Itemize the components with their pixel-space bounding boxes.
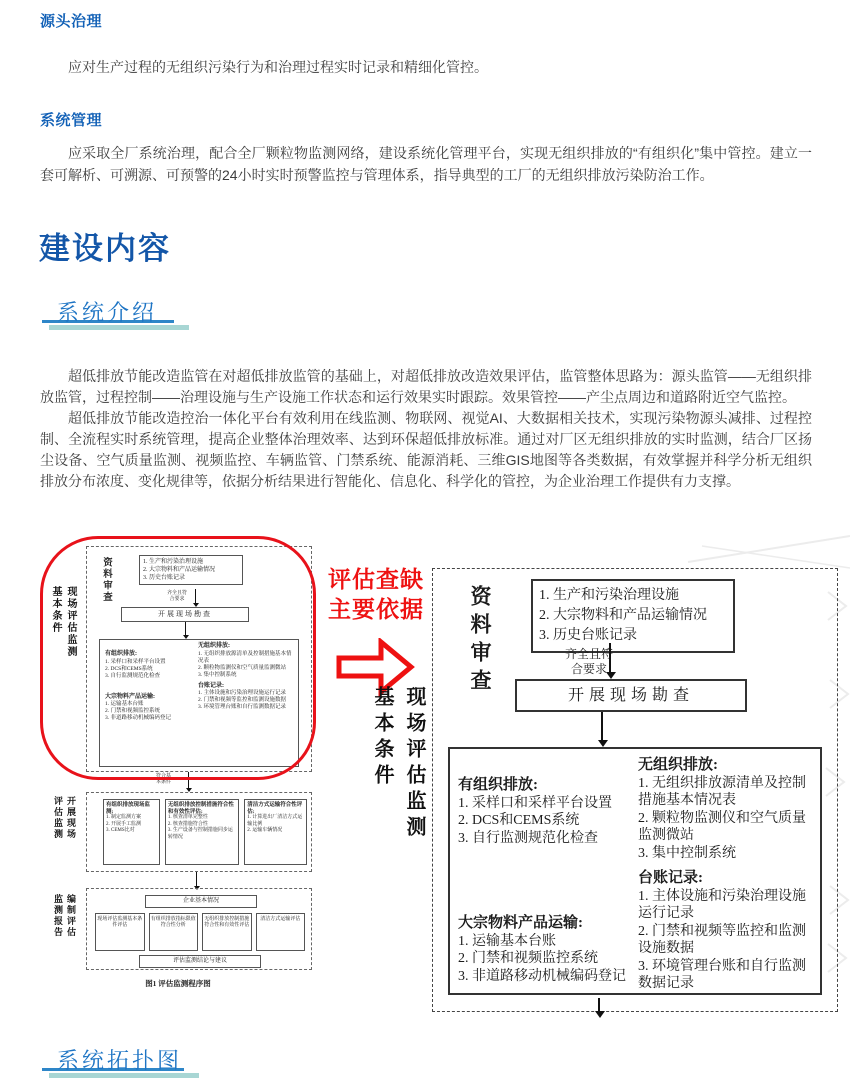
section-title: 系统介绍 xyxy=(57,300,158,325)
right-chart-side-label xyxy=(365,686,429,842)
paragraph-system-management xyxy=(40,142,812,186)
group-title: 有组织排放: xyxy=(458,777,538,793)
paragraph-text: 应采取全厂系统治理，配合全厂颗粒物监测网络，建设系统化管理平台，实现无组织排放的“有组织化”集中管控。建立一套可解析、可溯源、可预警的24小时实时预警监控与管理体系，指导典型的工厂的无组织排放污染防治工作。 xyxy=(40,145,812,183)
doc-item: 2. 大宗物料和产品运输情况 xyxy=(539,608,707,623)
report-cell: 有组织排放指标限值符合性分析 xyxy=(149,913,199,951)
control-measure-box xyxy=(165,799,239,865)
conclusion-box: 评估监测结论与建议 xyxy=(139,955,261,968)
report-cell: 现场评估监测基本条件评估 xyxy=(95,913,145,951)
pass-line: 本条件 xyxy=(156,780,172,785)
stage-b-box xyxy=(86,792,312,872)
clean-transport-box xyxy=(244,799,307,865)
group-title: 台账记录: xyxy=(638,870,703,886)
group-item: 2. 门禁和视频监控系统 xyxy=(105,708,161,714)
section-title: 系统拓扑图 xyxy=(57,1048,183,1073)
paragraph-text: 超低排放节能改造监管在对超低排放监管的基础上，对超低排放改造效果评估，监管整体思路为：源头监管——无组织排放监管，过程控制——治理设施与生产设施工作状态和运行效果实时跟踪。效果管控——产尘点周边和道路附近空气监控。 xyxy=(40,368,812,405)
doc-item: 3. 历史台账记录 xyxy=(539,628,637,643)
group-item: 2. 门禁和视频等监控和监测设施数据 xyxy=(638,923,806,956)
enlarged-stage-a-chart xyxy=(432,568,838,1012)
group-item: 1. 无组织排放源清单及控制措施基本情况表 xyxy=(638,775,806,808)
group-title: 无组织排放: xyxy=(638,757,718,773)
group-item: 3. 自行监测规范化检查 xyxy=(458,830,598,846)
box-item: 2. 核查措施符合性 xyxy=(167,821,208,827)
heading-construction-content: 建设内容 xyxy=(39,231,171,266)
side-label-col: 评估监测 xyxy=(53,796,63,840)
monitor-box xyxy=(103,799,160,865)
heading-source-governance: 源头治理 xyxy=(40,13,103,30)
detail-right-column xyxy=(630,749,820,993)
paragraph-system-intro xyxy=(40,366,812,492)
group-item: 3. 集中控制系统 xyxy=(198,671,237,678)
pass-line: 合要求 xyxy=(570,662,607,676)
group-bulk-transport xyxy=(458,915,630,985)
box-item: 1. 计算进出厂清洁方式运输比例 xyxy=(247,815,303,827)
group-item: 2. 门禁和视频监控系统 xyxy=(458,951,598,966)
detail-left-column xyxy=(450,749,630,993)
box-title: 无组织排放控制措施符合性和有效性评估: xyxy=(167,802,234,815)
stage-c-box xyxy=(86,888,312,970)
group-item: 1. 采样口和采样平台设置 xyxy=(105,658,166,665)
group-organized xyxy=(458,777,630,847)
group-item: 2. 门禁和视频等监控和监测设施数据 xyxy=(198,697,287,703)
side-label-col: 开展现场 xyxy=(66,796,76,840)
box-item: 1. 核查清单完整性 xyxy=(167,815,208,820)
pass-line: 符合基 xyxy=(156,774,172,779)
box-item: 2. 运输车辆情况 xyxy=(247,828,283,833)
box-item: 3. 生产设备与控制措施同步运转情况 xyxy=(167,828,233,840)
group-item: 1. 采样口和采样平台设置 xyxy=(458,795,612,811)
box-item: 2. 开展手工监测 xyxy=(106,821,142,827)
report-cell: 清洁方式运输评估 xyxy=(256,913,306,951)
site-survey-box: 开展现场勘查 xyxy=(121,607,249,622)
site-survey-box: 开展现场勘查 xyxy=(515,679,747,712)
group-title: 大宗物料产品运输: xyxy=(105,693,155,700)
side-label-col: 基本条件 xyxy=(371,686,393,790)
side-label-col: 现场评估监测 xyxy=(65,586,76,658)
group-item: 3. 非道路移动机械编码登记 xyxy=(105,715,172,721)
box-item: 3. CEMS比对 xyxy=(106,828,135,833)
paragraph-source-governance xyxy=(40,56,812,78)
group-item: 2. 颗粒物监测仪和空气质量监测微站 xyxy=(638,810,806,843)
heading-system-management: 系统管理 xyxy=(40,112,103,129)
group-item: 1. 无组织排放源清单及控制措施基本情况表 xyxy=(198,650,292,664)
side-label-col: 基本条件 xyxy=(50,586,61,634)
group-item: 3. 集中控制系统 xyxy=(638,845,736,861)
group-item: 1. 主体设施和污染治理设施运行记录 xyxy=(638,888,806,921)
pass-line: 齐全且符 xyxy=(167,591,188,596)
stage-b-side-label xyxy=(52,796,78,840)
doc-item: 2. 大宗物料和产品运输情况 xyxy=(143,567,216,573)
box-title: 清洁方式运输符合性评估: xyxy=(247,802,303,815)
side-label-col: 监测报告 xyxy=(53,894,63,938)
group-item: 2. 颗粒物监测仪和空气质量监测微站 xyxy=(198,664,287,671)
down-arrow xyxy=(609,643,611,673)
doc-item: 1. 生产和污染治理设施 xyxy=(539,588,679,603)
group-item: 2. DCS和CEMS系统 xyxy=(458,813,580,828)
data-review-label: 资料审查 xyxy=(101,557,111,603)
company-basic-box: 企业基本情况 xyxy=(145,895,257,908)
figure-caption: 图1 评估监测程序图 xyxy=(145,979,211,988)
pass-line: 合要求 xyxy=(169,597,185,602)
data-review-label: 资料审查 xyxy=(468,585,492,697)
group-item: 3. 自行监测规范化检查 xyxy=(105,672,161,679)
report-sections-row xyxy=(95,913,305,951)
group-item: 1. 运输基本台账 xyxy=(105,701,144,707)
side-label-col: 编制评估 xyxy=(66,894,76,938)
down-arrow xyxy=(196,872,197,886)
report-cell: 无组织排放控制措施符合性和有效性评估 xyxy=(202,913,252,951)
down-arrow xyxy=(601,712,603,741)
box-title: 有组织排放现场监测: xyxy=(106,802,151,815)
evaluation-flow-figure xyxy=(0,530,850,1035)
group-item: 3. 非道路移动机械编码登记 xyxy=(458,968,626,984)
box-item: 1. 制定监测方案 xyxy=(106,815,142,820)
paragraph-text: 应对生产过程的无组织污染行为和治理过程实时记录和精细化管控。 xyxy=(68,59,488,75)
group-title: 无组织排放: xyxy=(198,643,230,649)
group-item: 2. DCS和CEMS系统 xyxy=(105,665,153,672)
red-highlight-oval xyxy=(40,536,316,780)
red-annotation xyxy=(318,564,434,624)
docs-box xyxy=(531,579,735,653)
group-ledger xyxy=(638,870,816,993)
doc-item: 1. 生产和污染治理设施 xyxy=(143,559,204,565)
group-title: 大宗物料产品运输: xyxy=(458,915,583,931)
group-unorganized xyxy=(638,757,816,862)
group-item: 3. 环境管理台账和自行监测数据记录 xyxy=(198,704,287,710)
paragraph-text: 超低排放节能改造控治一体化平台有效利用在线监测、物联网、视觉AI、大数据相关技术，实现污染物源头减排、过程控制、全流程实时系统管理，提高企业整体治理效率、达到环保超低排放标准。通过对厂区无组织排放的实时监测，结合厂区扬尘设备、空气质量监测、视频监控、车辆监管、门禁系统、能源消耗、三维GIS地图等各类数据，有效掌握并科学分析无组织排放分布浓度、变化规律等，依据分析结果进行智能化、信息化、科学化的管控，为企业治理工作提供有力支撑。 xyxy=(40,410,812,489)
group-title: 有组织排放: xyxy=(105,651,137,657)
group-item: 3. 环境管理台账和自行监测数据记录 xyxy=(638,958,806,991)
group-title: 台账记录: xyxy=(198,682,224,689)
stage-c-side-label xyxy=(52,894,78,938)
annotation-line: 主要依据 xyxy=(328,596,424,622)
group-item: 1. 运输基本台账 xyxy=(458,933,556,949)
group-item: 1. 主体设施和污染治理设施运行记录 xyxy=(198,690,287,696)
annotation-line: 评估查缺 xyxy=(328,566,424,592)
side-label-col: 现场评估监测 xyxy=(403,686,425,842)
pass-line: 齐全且符 xyxy=(564,647,613,661)
stage-a-detail-box xyxy=(448,747,822,995)
doc-item: 3. 历史台账记录 xyxy=(143,575,186,581)
down-arrow xyxy=(598,998,600,1012)
